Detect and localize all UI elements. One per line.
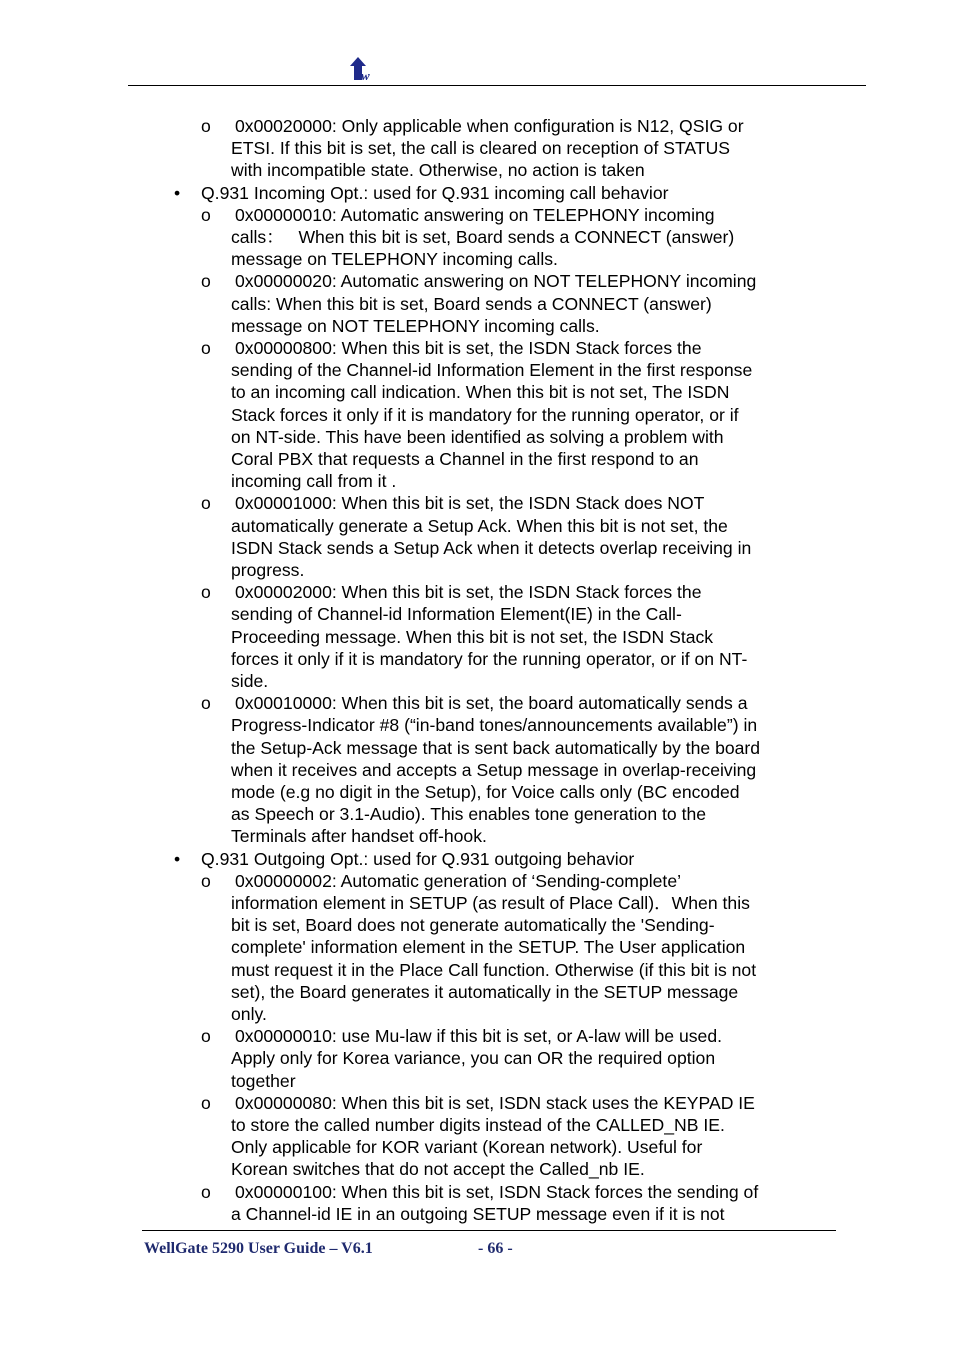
text-line: together: [231, 1070, 296, 1091]
sub-bullet-marker: o: [201, 204, 211, 225]
text-line: ISDN Stack sends a Setup Ack when it detects overlap receiving in: [231, 537, 752, 558]
text-line: sending of Channel-id Information Element(IE) in the Call-: [231, 604, 682, 625]
text-line: Terminals after handset off-hook.: [231, 826, 487, 847]
footer-title: WellGate 5290 User Guide – V6.1: [144, 1240, 373, 1257]
sub-bullet-marker: o: [201, 582, 211, 603]
text-line: complete' information element in the SETUP. The User application: [231, 937, 746, 958]
text-line: on NT-side. This have been identified as solving a problem with: [231, 426, 724, 447]
text-line: Q.931 Outgoing Opt.: used for Q.931 outgoing behavior: [201, 848, 635, 869]
text-line: when it receives and accepts a Setup message in overlap-receiving: [231, 759, 757, 780]
text-line: must request it in the Place Call function. Otherwise (if this bit is not: [231, 959, 757, 980]
page-number: - 66 -: [478, 1240, 513, 1257]
text-line: Korean switches that do not accept the Called_nb IE.: [231, 1159, 645, 1180]
text-line: as Speech or 3.1-Audio). This enables tone generation to the: [231, 804, 707, 825]
text-line: side.: [231, 671, 269, 691]
text-line: Apply only for Korea variance, you can OR the required option: [231, 1048, 716, 1069]
text-line: a Channel-id IE in an outgoing SETUP message even if it is not: [231, 1203, 725, 1224]
text-line: bit is set, Board does not generate automatically the 'Sending-: [231, 915, 715, 936]
text-line: 0x00000010: use Mu-law if this bit is set, or A-law will be used.: [235, 1026, 722, 1047]
sub-bullet-marker: o: [201, 1026, 211, 1047]
text-line: sending of the Channel-id Information Element in the first response: [231, 360, 753, 381]
text-line: Q.931 Incoming Opt.: used for Q.931 incoming call behavior: [201, 182, 669, 203]
text-line: calls: When this bit is set, Board sends a CONNECT (answer): [231, 293, 712, 314]
sub-bullet-marker: o: [201, 271, 211, 292]
text-line: automatically generate a Setup Ack. When this bit is not set, the: [231, 515, 728, 536]
text-line: progress.: [231, 560, 305, 580]
header-rule: [128, 85, 866, 86]
text-line: incoming call from it .: [231, 471, 397, 492]
sub-bullet-marker: o: [201, 1181, 211, 1202]
sub-bullet-marker: o: [201, 693, 211, 714]
text-line: information element in SETUP (as result of Place Call)．When this: [231, 893, 750, 913]
sub-bullet-marker: o: [201, 493, 211, 514]
bullet-marker: •: [174, 182, 181, 203]
text-line: 0x00000010: Automatic answering on TELEPHONY incoming: [235, 204, 715, 225]
text-line: 0x00020000: Only applicable when configuration is N12, QSIG or: [235, 116, 744, 136]
text-line: Progress-Indicator #8 (“in-band tones/announcements available”) in: [231, 715, 758, 736]
text-line: set), the Board generates it automatically in the SETUP message: [231, 981, 739, 1002]
bullet-marker: •: [174, 848, 181, 869]
sub-bullet-marker: o: [201, 1092, 211, 1113]
text-line: Stack forces it only if it is mandatory for the running operator, or if: [231, 404, 739, 425]
text-line: Only applicable for KOR variant (Korean network). Useful for: [231, 1137, 703, 1158]
text-line: only.: [231, 1004, 267, 1024]
text-line: Proceeding message. When this bit is not set, the ISDN Stack: [231, 626, 714, 647]
sub-bullet-marker: o: [201, 116, 211, 136]
text-line: message on TELEPHONY incoming calls.: [231, 249, 558, 270]
text-line: 0x00010000: When this bit is set, the board automatically sends a: [235, 693, 748, 714]
text-line: forces it only if it is mandatory for the running operator, or if on NT-: [231, 648, 748, 669]
text-line: 0x00000020: Automatic answering on NOT TELEPHONY incoming: [235, 271, 757, 292]
text-line: Coral PBX that requests a Channel in the first respond to an: [231, 449, 699, 469]
sub-bullet-marker: o: [201, 338, 211, 358]
text-line: 0x00000100: When this bit is set, ISDN Stack forces the sending of: [235, 1181, 759, 1202]
text-line: 0x00000002: Automatic generation of ‘Sending-complete’: [235, 870, 682, 891]
text-line: message on NOT TELEPHONY incoming calls.: [231, 315, 600, 336]
text-line: 0x00000080: When this bit is set, ISDN stack uses the KEYPAD IE: [235, 1092, 755, 1113]
text-line: ETSI. If this bit is set, the call is cleared on reception of STATUS: [231, 138, 731, 159]
text-line: the Setup-Ack message that is sent back automatically by the board: [231, 737, 761, 758]
text-line: to store the called number digits instead of the CALLED_NB IE.: [231, 1115, 725, 1135]
text-line: with incompatible state. Otherwise, no action is taken: [231, 160, 645, 181]
text-line: 0x00000800: When this bit is set, the ISDN Stack forces the: [235, 338, 702, 358]
sub-bullet-marker: o: [201, 870, 211, 891]
wellgate-logo-icon: [348, 56, 378, 82]
text-line: to an incoming call indication. When this bit is not set, The ISDN: [231, 382, 730, 403]
text-line: calls： When this bit is set, Board sends a CONNECT (answer): [231, 227, 735, 247]
text-line: 0x00001000: When this bit is set, the ISDN Stack does NOT: [235, 493, 705, 514]
svg-text:w: w: [361, 68, 370, 82]
text-line: mode (e.g no digit in the Setup), for Voice calls only (BC encoded: [231, 782, 740, 802]
footer-rule: [142, 1230, 836, 1231]
text-line: 0x00002000: When this bit is set, the ISDN Stack forces the: [235, 582, 702, 603]
